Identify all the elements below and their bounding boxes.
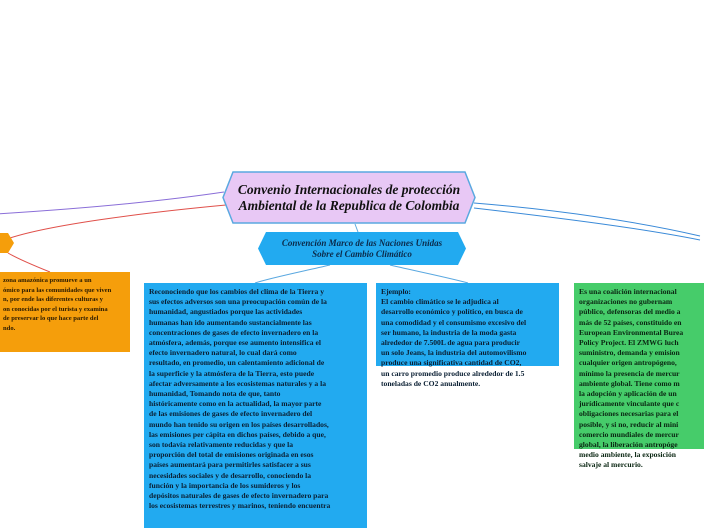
note-blue-left-line: países aumentará para permitirles satisfacer a sus	[149, 460, 311, 470]
note-blue-left-line: Reconociendo que los cambios del clima de la Tierra y	[149, 287, 325, 296]
note-blue-right-line: un carro promedio produce alrededor de 1.5	[381, 368, 525, 378]
note-green-line: público, defensoras del medio a	[579, 307, 681, 317]
note-orange-line: zona amazónica promueve a un	[3, 277, 92, 284]
link-subtopic-note-left	[255, 265, 330, 283]
link-central-left-purple	[0, 192, 224, 214]
note-blue-left-line: los ecosistemas terrestres y marinos, teniendo encuentra	[149, 501, 331, 511]
central-topic[interactable]	[222, 171, 476, 224]
note-green-line: European Environmental Burea	[579, 327, 684, 337]
note-blue-right-line: produce una significativa cantidad de CO2,	[381, 358, 522, 368]
note-green-line: mínimo la presencia de mercur	[579, 368, 680, 378]
link-central-left-red	[10, 205, 226, 238]
note-green-line: global, la liberación antropóge	[579, 440, 678, 450]
note-blue-left-line: la superficie y la atmósfera de la Tierra, esto puede	[149, 368, 315, 378]
note-blue-left-line: humanidad, Tomando nota de que, tanto	[149, 389, 281, 399]
link-central-right-blue	[474, 203, 700, 236]
note-green-line: Es una coalición internacional	[579, 287, 677, 296]
link-subtopic-note-right	[390, 265, 468, 283]
note-green-coalicion[interactable]	[574, 283, 704, 470]
note-blue-left-line: humanidad, angustiados porque las actividades	[149, 307, 303, 317]
note-blue-right-line: un solo Jeans, la industria del automovilismo	[381, 348, 527, 358]
note-blue-reconociendo[interactable]	[144, 283, 367, 528]
note-green-line: más de 52 países, constituido en	[579, 317, 682, 327]
subtopic-line-2: Sobre el Cambio Climático	[312, 248, 412, 259]
note-orange-line: ómico para las comunidades que viven	[3, 286, 112, 294]
subtopic-convencion-marco[interactable]	[258, 232, 466, 265]
note-orange-line: on conocidas por el turista y examina	[3, 305, 108, 313]
subtopic-line-1: Convención Marco de las Naciones Unidas	[281, 237, 443, 248]
note-blue-left-line: afectar adversamente a los ecosistemas naturales y a la	[149, 378, 327, 388]
note-blue-left-line: humanas han ido aumentando sustancialmente las	[149, 317, 312, 327]
note-blue-right-line: una comodidad y el consumismo excesivo del	[381, 317, 527, 327]
link-central-right-blue-2	[474, 208, 700, 240]
note-blue-left-line: mundo han tenido su origen en los países desarrollados,	[149, 419, 329, 429]
note-orange-line: de preservar lo que hace parte del	[3, 315, 99, 323]
note-green-line: suministro, demanda y emision	[579, 348, 680, 358]
note-blue-left-line: las emisiones per cápita en dichos países, debido a que,	[149, 429, 326, 439]
note-green-line: cualquier origen antropógeno,	[579, 358, 677, 368]
central-topic-line-1: Convenio Internacionales de protección	[237, 181, 461, 197]
note-green-line: posible, y si no, reducir al mini	[579, 419, 679, 429]
orange-topic-node[interactable]	[0, 233, 14, 253]
note-blue-right-line: alrededor de 7.500L de agua para producir	[381, 338, 521, 348]
note-blue-ejemplo[interactable]	[376, 283, 559, 388]
note-green-line: salvaje al mercurio.	[579, 460, 643, 470]
note-blue-right-line: desarrollo económico y político, en busca de	[381, 307, 523, 317]
link-orange-hex-note	[8, 253, 50, 272]
note-green-line: la adopción y aplicación de un	[579, 389, 677, 399]
note-blue-right-line: ser humano, la industria de la moda gasta	[381, 327, 517, 337]
note-blue-left-line: concentraciones de gases de efecto invernadero en la	[149, 327, 319, 337]
note-blue-left-line: proporción del total de emisiones originada en esos	[149, 450, 314, 460]
note-green-line: obligaciones necesarias para el	[579, 409, 679, 419]
link-central-subtopic	[355, 224, 358, 232]
note-green-line: ambiente global. Tiene como m	[579, 378, 680, 388]
note-green-line: comercio mundiales de mercur	[579, 429, 679, 439]
note-green-line: jurídicamente vinculante que c	[579, 399, 680, 409]
note-orange[interactable]	[0, 272, 130, 352]
note-blue-left-line: atmósfera, además, porque ese aumento intensifica el	[149, 338, 321, 348]
note-green-line: Policy Project. El ZMWG luch	[579, 338, 679, 348]
note-orange-line: ndo.	[3, 324, 16, 332]
central-topic-line-2: Ambiental de la Republica de Colombia	[238, 197, 460, 213]
note-blue-left-line: históricamente como en la actualidad, la mayor parte	[149, 399, 322, 409]
note-blue-right-line: Ejemplo:	[381, 287, 411, 296]
note-blue-left-line: resultado, en promedio, un calentamiento adicional de	[149, 358, 325, 368]
note-blue-left-line: sus efectos adversos son una preocupación común de la	[149, 297, 327, 307]
note-blue-left-line: necesidades sociales y de desarrollo, conociendo la	[149, 470, 312, 480]
note-green-line: medio ambiente, la exposición	[579, 450, 677, 460]
note-blue-left-line: son todavía relativamente reducidas y que la	[149, 440, 294, 450]
note-green-line: organizaciones no gubernam	[579, 297, 673, 307]
note-blue-right-line: El cambio climático se le adjudica al	[381, 297, 499, 307]
note-blue-left-line: efecto invernadero natural, lo cual dará como	[149, 348, 297, 358]
note-blue-right-line: toneladas de CO2 anualmente.	[381, 378, 481, 388]
note-blue-left-line: de las emisiones de gases de efecto invernadero del	[149, 409, 313, 419]
note-blue-left-line: función y la importancia de los sumideros y los	[149, 480, 301, 490]
note-blue-left-line: depósitos naturales de gases de efecto invernadero para	[149, 491, 329, 501]
note-orange-line: n, por ende las diferentes culturas y	[3, 296, 103, 304]
